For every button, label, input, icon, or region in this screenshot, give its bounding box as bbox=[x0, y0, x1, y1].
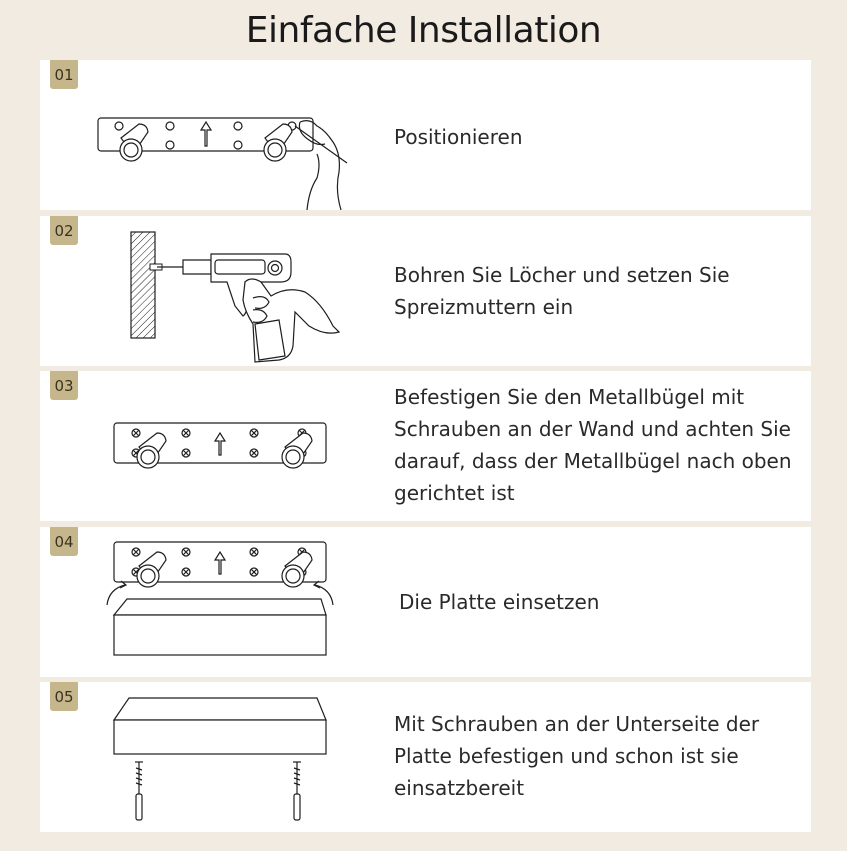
step-number-badge: 02 bbox=[50, 216, 78, 245]
step-01-text: Positionieren bbox=[394, 125, 523, 149]
step-number-badge: 01 bbox=[50, 60, 78, 89]
step-number-badge: 03 bbox=[50, 371, 78, 400]
step-03-text: Befestigen Sie den Metallbügel mit Schrauben an der Wand und achten Sie darauf, dass der Metallbügel nach oben gerichtet ist bbox=[394, 385, 792, 505]
page-title: Einfache Installation bbox=[245, 10, 602, 51]
drill-icon bbox=[95, 216, 395, 366]
step-04-text: Die Platte einsetzen bbox=[399, 590, 600, 614]
step-02-text: Bohren Sie Löcher und setzen Sie Spreizmuttern ein bbox=[394, 263, 730, 319]
insert-board-icon bbox=[95, 527, 395, 677]
step-05 bbox=[40, 682, 811, 832]
step-number-badge: 05 bbox=[50, 682, 78, 711]
step-01 bbox=[40, 60, 811, 210]
step-04 bbox=[40, 527, 811, 677]
board-screws-icon bbox=[95, 682, 395, 832]
bracket-marking-icon bbox=[95, 60, 395, 210]
bracket-screwed-icon bbox=[95, 371, 395, 521]
step-02 bbox=[40, 216, 811, 366]
step-03 bbox=[40, 371, 811, 521]
step-05-text: Mit Schrauben an der Unterseite der Platte befestigen und schon ist sie einsatzbereit bbox=[394, 712, 760, 800]
step-number-badge: 04 bbox=[50, 527, 78, 556]
